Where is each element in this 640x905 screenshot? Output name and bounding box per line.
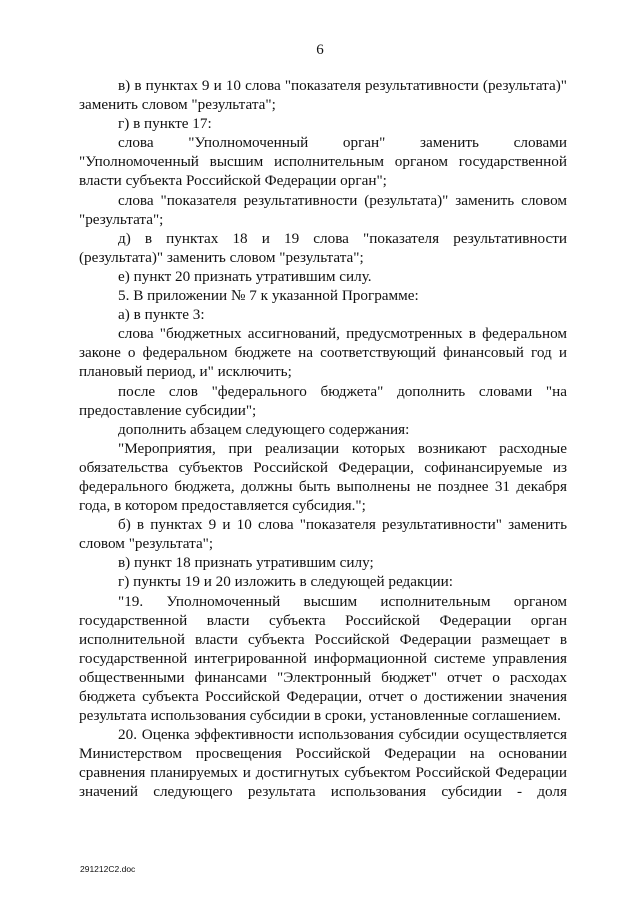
paragraph-replace-indicator: слова "показателя результативности (результата)" заменить словом "результата"; <box>79 191 567 228</box>
paragraph-item-v-9-10: в) в пунктах 9 и 10 слова "показателя результативности (результата)" заменить словом "результата"; <box>79 77 567 114</box>
paragraph-add-clause: дополнить абзацем следующего содержания: <box>118 420 410 438</box>
paragraph-add-words: после слов "федерального бюджета" дополнить словами "на предоставление субсидии"; <box>79 382 567 419</box>
page-number: 6 <box>316 42 324 58</box>
paragraph-measures-quote: "Мероприятия, при реализации которых возникают расходные обязательства субъектов Российской Федерации, софинансируемые из федерального бюджета, должны быть выполнены не позднее 31 декабря года, в котором предоставляется субсидия."; <box>79 439 567 515</box>
paragraph-item-g-17: г) в пункте 17: <box>118 115 212 133</box>
paragraph-item-v-18: в) пункт 18 признать утратившим силу; <box>118 554 374 572</box>
paragraph-clause-19: "19. Уполномоченный высшим исполнительным органом государственной власти субъекта Российской Федерации орган исполнительной власти субъекта Российской Федерации размещает в государственной интегрированной информационной системе управления общественными финансами "Электронный бюджет" отчет о расходах бюджета субъекта Российской Федерации, отчет о достижении значения результата использования субсидии в сроки, установленные соглашением. <box>79 592 567 725</box>
paragraph-replace-organ: слова "Уполномоченный орган" заменить словами "Уполномоченный высшим исполнительным органом государственной власти субъекта Российской Федерации орган"; <box>79 134 567 190</box>
paragraph-section-5: 5. В приложении № 7 к указанной Программе: <box>118 287 419 305</box>
document-body <box>79 76 567 802</box>
paragraph-item-d-18-19: д) в пунктах 18 и 19 слова "показателя результативности (результата)" заменить словом "результата"; <box>79 229 567 266</box>
paragraph-clause-20: 20. Оценка эффективности использования субсидии осуществляется Министерством просвещения Российской Федерации на основании сравнения планируемых и достигнутых субъектом Российской Федерации значений следующего результата использования субсидии - доля <box>79 726 567 801</box>
paragraph-remove-words: слова "бюджетных ассигнований, предусмотренных в федеральном законе о федеральном бюджете на соответствующий финансовый год и плановый период, и" исключить; <box>79 325 567 381</box>
footer-file-code: 291212C2.doc <box>80 864 136 874</box>
paragraph-item-g-19-20: г) пункты 19 и 20 изложить в следующей редакции: <box>118 573 453 591</box>
paragraph-item-b-9-10: б) в пунктах 9 и 10 слова "показателя результативности" заменить словом "результата"; <box>79 516 567 553</box>
paragraph-item-e-20: е) пункт 20 признать утратившим силу. <box>118 267 372 285</box>
paragraph-item-a-3: а) в пункте 3: <box>118 306 205 324</box>
